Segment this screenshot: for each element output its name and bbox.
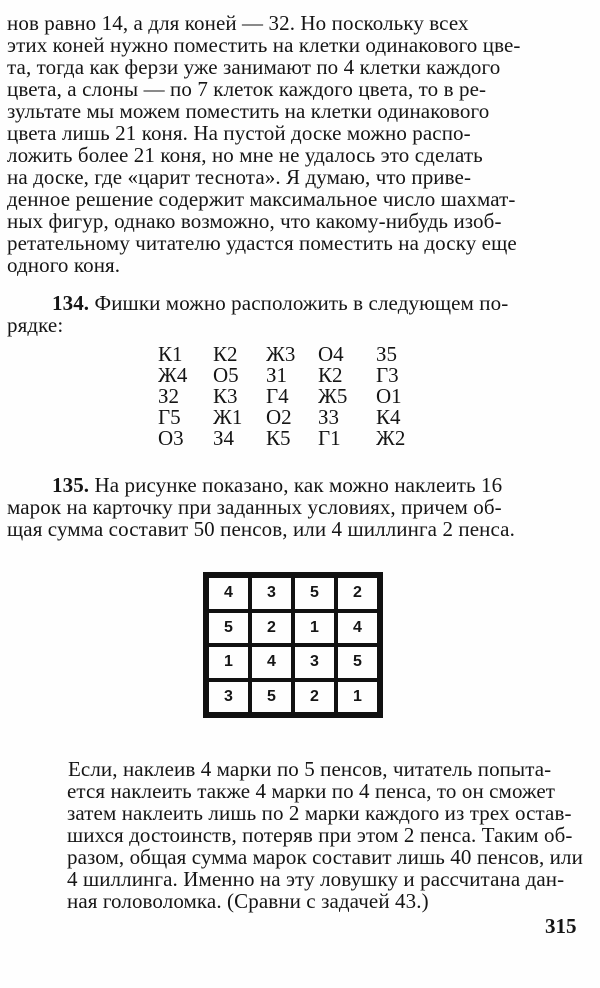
stamp-cell: 1: [336, 680, 379, 715]
table-cell: Г5: [158, 405, 181, 429]
text-line: ретательному читателю удастся поместить на доску еще: [7, 231, 517, 255]
text-line: марок на карточку при заданных условиях, причем об-: [7, 495, 502, 519]
table-cell: Ж5: [318, 384, 348, 408]
stamp-cell: 4: [336, 611, 379, 646]
text-line: щая сумма составит 50 пенсов, или 4 шиллинга 2 пенса.: [7, 517, 515, 541]
text-line: Если, наклеив 4 марки по 5 пенсов, читатель попыта-: [68, 757, 552, 781]
table-cell: Ж1: [213, 405, 243, 429]
table-cell: Ж3: [266, 342, 296, 366]
text-line: 4 шиллинга. Именно на эту ловушку и рассчитана дан-: [67, 867, 565, 891]
text-line: ложить более 21 коня, но мне не удалось это сделать: [7, 143, 483, 167]
table-cell: О4: [318, 342, 344, 366]
table-cell: О5: [213, 363, 239, 387]
text-line: нов равно 14, а для коней — 32. Но поскольку всех: [7, 11, 469, 35]
text-line: затем наклеить лишь по 2 марки каждого из трех остав-: [67, 801, 572, 825]
table-cell: Г4: [266, 384, 289, 408]
table-cell: К1: [158, 342, 183, 366]
text-line: цвета лишь 21 коня. На пустой доске можно распо-: [7, 121, 471, 145]
table-cell: З4: [213, 426, 235, 450]
text-line: цвета, а слоны — по 7 клеток каждого цвета, то в ре-: [7, 77, 487, 101]
table-cell: О1: [376, 384, 402, 408]
stamp-cell: 2: [250, 611, 293, 646]
stamp-cell: 3: [207, 680, 250, 715]
table-cell: З3: [318, 405, 340, 429]
problem-135-number: 135.: [52, 473, 90, 497]
problem-134-number: 134.: [52, 291, 90, 315]
table-cell: К3: [213, 384, 238, 408]
table-cell: З5: [376, 342, 398, 366]
stamp-card-diagram: [203, 572, 383, 718]
stamp-cell: 2: [293, 680, 336, 715]
stamp-cell: 5: [207, 611, 250, 646]
stamp-cell: 4: [250, 645, 293, 680]
page-number: 315: [545, 914, 577, 938]
text-line: ется наклеить также 4 марки по 4 пенса, то он сможет: [67, 779, 556, 803]
text-line: денное решение содержит максимальное число шахмат-: [7, 187, 516, 211]
text-line: зультате мы можем поместить на клетки одинакового: [7, 99, 490, 123]
text-line: шихся достоинств, потеряв при этом 2 пенса. Таким об-: [67, 823, 573, 847]
problem-134-text: Фишки можно расположить в следующем по-: [94, 291, 509, 315]
problem-134-first-line: [52, 291, 508, 315]
stamp-cell: 2: [336, 576, 379, 611]
problem-135-text: На рисунке показано, как можно наклеить 16: [94, 473, 503, 497]
text-line: ная головоломка. (Сравни с задачей 43.): [67, 889, 429, 913]
problem-135-first-line: [52, 473, 502, 497]
stamp-cell: 1: [293, 611, 336, 646]
table-cell: К4: [376, 405, 401, 429]
text-line: та, тогда как ферзи уже занимают по 4 клетки каждого: [7, 55, 501, 79]
text-line: рядке:: [7, 313, 64, 337]
stamp-cell: 5: [293, 576, 336, 611]
table-cell: Г3: [376, 363, 399, 387]
table-cell: К5: [266, 426, 291, 450]
table-cell: З1: [266, 363, 288, 387]
table-cell: З2: [158, 384, 180, 408]
table-cell: О2: [266, 405, 292, 429]
table-cell: Г1: [318, 426, 341, 450]
table-cell: О3: [158, 426, 184, 450]
stamp-cell: 5: [336, 645, 379, 680]
table-cell: К2: [318, 363, 343, 387]
table-cell: Ж4: [158, 363, 188, 387]
stamp-cell: 1: [207, 645, 250, 680]
stamp-cell: 3: [293, 645, 336, 680]
stamp-cell: 3: [250, 576, 293, 611]
text-line: одного коня.: [7, 253, 121, 277]
table-cell: К2: [213, 342, 238, 366]
text-line: разом, общая сумма марок составит лишь 40 пенсов, или: [67, 845, 583, 869]
text-line: ных фигур, однако возможно, что какому-нибудь изоб-: [7, 209, 502, 233]
text-line: на доске, где «царит теснота». Я думаю, что приве-: [7, 165, 472, 189]
stamp-cell: 5: [250, 680, 293, 715]
stamp-cell: 4: [207, 576, 250, 611]
text-line: этих коней нужно поместить на клетки одинакового цве-: [7, 33, 521, 57]
table-cell: Ж2: [376, 426, 406, 450]
